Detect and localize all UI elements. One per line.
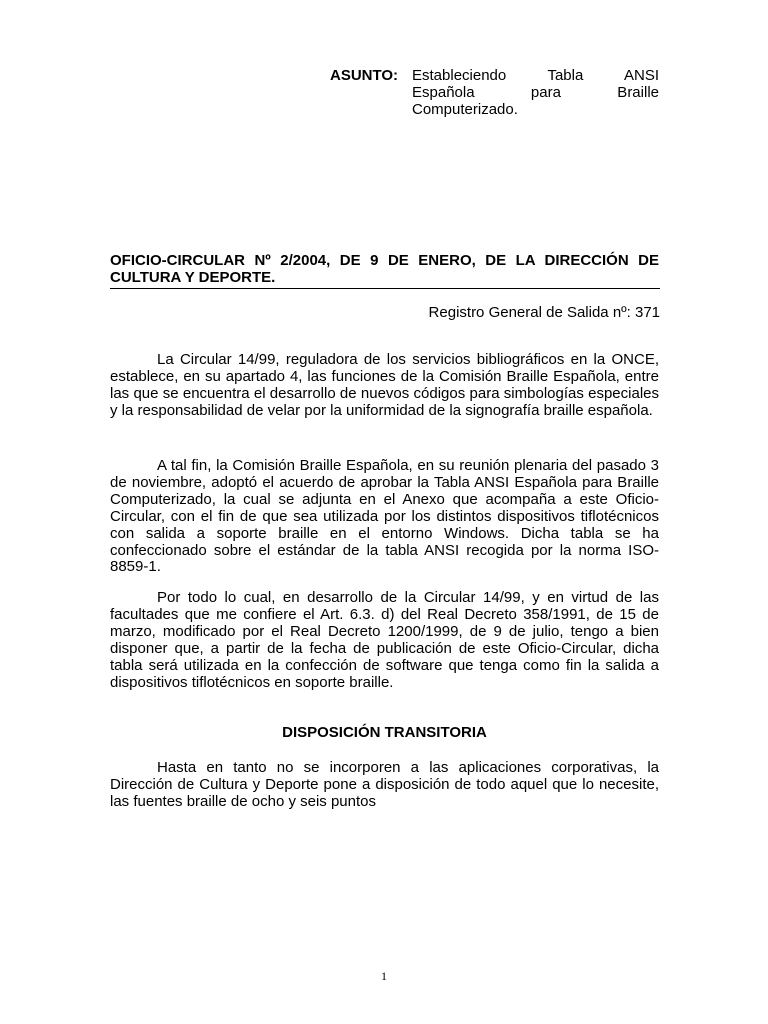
subject-line: Computerizado. — [412, 100, 518, 118]
subject-line: Estableciendo Tabla ANSI — [412, 67, 659, 84]
document-title: OFICIO-CIRCULAR Nº 2/2004, DE 9 DE ENERO, DE LA DIRECCIÓN DE CULTURA Y DEPORTE. — [110, 252, 659, 286]
section-heading: DISPOSICIÓN TRANSITORIA — [282, 724, 487, 741]
subject-label: ASUNTO: — [330, 67, 399, 84]
title-underline-divider — [110, 288, 660, 289]
registry-number: Registro General de Salida nº: 371 — [428, 304, 660, 321]
body-paragraph: La Circular 14/99, reguladora de los servicios bibliográficos en la ONCE, establece, en su apartado 4, las funciones de la Comisión Braille Española, entre las que se encuentra el desarrollo de nuevos códigos para simbologías especiales y la responsabilidad de velar por la uniformidad de la signografía braille española. — [110, 351, 659, 419]
page-number: 1 — [381, 969, 387, 983]
body-paragraph: A tal fin, la Comisión Braille Española, en su reunión plenaria del pasado 3 de noviembre, adoptó el acuerdo de aprobar la Tabla ANSI Española para Braille Computerizado, la cual se adjunta en el Anexo que acompaña a este Oficio-Circular, con el fin de que sea utilizada por los distintos dispositivos tiflotécnicos con salida a soporte braille en el entorno Windows. Dicha tabla se ha confeccionado sobre el estándar de la tabla ANSI recogida por la norma ISO-8859-1. — [110, 457, 659, 576]
body-paragraph: Hasta en tanto no se incorporen a las aplicaciones corporativas, la Dirección de Cultura y Deporte pone a disposición de todo aquel que lo necesite, las fuentes braille de ocho y seis puntos — [110, 759, 659, 810]
subject-text — [412, 68, 659, 119]
subject-line: Española para Braille — [412, 83, 659, 101]
body-paragraph: Por todo lo cual, en desarrollo de la Circular 14/99, y en virtud de las facultades que me confiere el Art. 6.3. d) del Real Decreto 358/1991, de 15 de marzo, modificado por el Real Decreto 1200/1999, de 9 de julio, tengo a bien disponer que, a partir de la fecha de publicación de este Oficio-Circular, dicha tabla será utilizada en la confección de software que tenga como fin la salida a dispositivos tiflotécnicos en soporte braille. — [110, 589, 659, 691]
